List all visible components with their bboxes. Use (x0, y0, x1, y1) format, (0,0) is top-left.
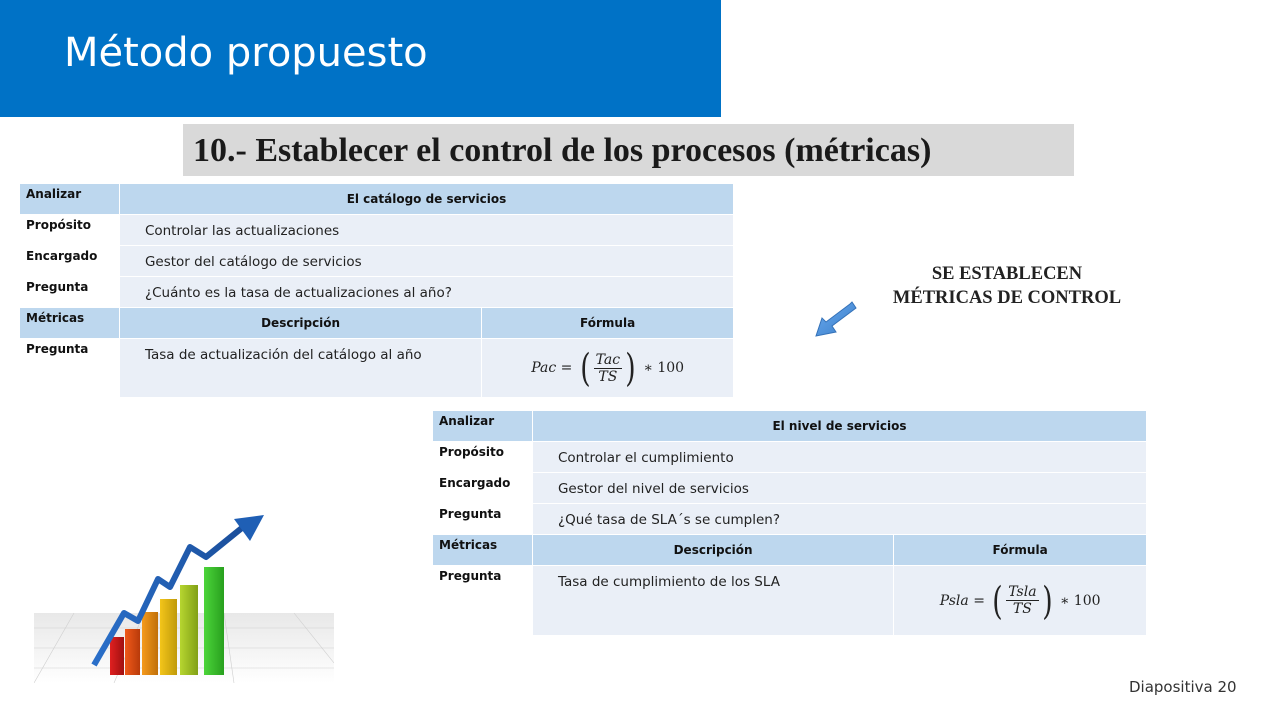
slide-title: Método propuesto (64, 30, 428, 76)
pregunta-label: Pregunta (433, 504, 533, 535)
metricas-label: Métricas (433, 535, 533, 566)
subtitle-box (183, 124, 1074, 176)
formula-multiplier: ∗ 100 (1059, 592, 1101, 609)
formula-numerator: Tac (595, 351, 621, 368)
descripcion-value: Tasa de actualización del catálogo al año (119, 339, 481, 398)
arrow-down-left-icon (812, 300, 858, 340)
slide-subtitle: 10.- Establecer el control de los procesos (métricas) (193, 132, 932, 169)
pregunta-value: ¿Qué tasa de SLA´s se cumplen? (532, 504, 1146, 535)
formula: Pac = ( $\frac{\text{Tac}}{TS}$ ) ∗ 100 (531, 346, 685, 390)
proposito-label: Propósito (433, 442, 533, 473)
formula-denominator: TS (598, 368, 618, 385)
metric-table-catalog (19, 183, 734, 398)
proposito-label: Propósito (20, 215, 120, 246)
slide-number: Diapositiva 20 (1129, 678, 1237, 696)
formula-cell (894, 566, 1147, 636)
encargado-label: Encargado (20, 246, 120, 277)
formula-cell (482, 339, 734, 398)
pregunta-label: Pregunta (20, 277, 120, 308)
analizar-label: Analizar (20, 184, 120, 215)
formula-denominator: TS (1012, 601, 1032, 617)
callout-text (850, 262, 1164, 310)
growth-bar-chart-icon (34, 513, 334, 683)
analizar-value: El nivel de servicios (532, 411, 1146, 442)
analizar-value: El catálogo de servicios (119, 184, 733, 215)
encargado-value: Gestor del catálogo de servicios (119, 246, 733, 277)
formula-header: Fórmula (894, 535, 1147, 566)
encargado-label: Encargado (433, 473, 533, 504)
formula-lhs: Pac (531, 360, 557, 376)
descripcion-header: Descripción (119, 308, 481, 339)
descripcion-value: Tasa de cumplimiento de los SLA (532, 566, 893, 636)
pregunta-value: ¿Cuánto es la tasa de actualizaciones al año? (119, 277, 733, 308)
pregunta2-label: Pregunta (20, 339, 120, 398)
formula: Psla = ( $\frac{\text{Tsla}}{TS}$ ) ∗ 100 (939, 578, 1101, 623)
pregunta2-label: Pregunta (433, 566, 533, 636)
formula-numerator: Tsla (1008, 584, 1037, 600)
proposito-value: Controlar el cumplimiento (532, 442, 1146, 473)
proposito-value: Controlar las actualizaciones (119, 215, 733, 246)
analizar-label: Analizar (433, 411, 533, 442)
formula-lhs: Psla (939, 592, 969, 609)
formula-multiplier: ∗ 100 (643, 360, 685, 376)
descripcion-header: Descripción (532, 535, 893, 566)
callout-line-2: MÉTRICAS DE CONTROL (892, 288, 1122, 308)
encargado-value: Gestor del nivel de servicios (532, 473, 1146, 504)
metric-table-service-level (432, 410, 1147, 636)
metricas-label: Métricas (20, 308, 120, 339)
formula-header: Fórmula (482, 308, 734, 339)
callout-line-1: SE ESTABLECEN (931, 264, 1083, 284)
